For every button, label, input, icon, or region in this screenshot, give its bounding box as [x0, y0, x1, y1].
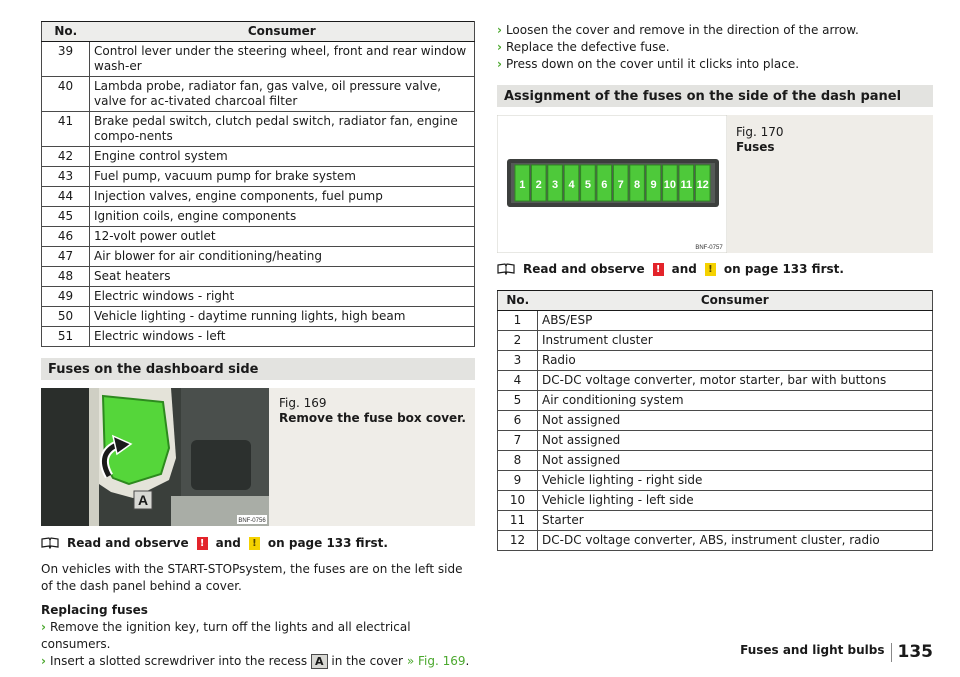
- fuse-label: 3: [552, 179, 559, 191]
- table-row: [498, 471, 933, 491]
- fuse-consumer: Air blower for air conditioning/heating: [90, 247, 475, 267]
- fuse-number: 43: [42, 167, 90, 187]
- table-row: [498, 431, 933, 451]
- fuse-number: 48: [42, 267, 90, 287]
- table-row: [42, 307, 475, 327]
- header-no: No.: [498, 291, 538, 311]
- fuse-number: 51: [42, 327, 90, 347]
- figure-marker: A: [137, 492, 149, 508]
- table-row: [42, 42, 475, 77]
- fuse-consumer: Control lever under the steering wheel, front and rear window wash-er: [90, 42, 475, 77]
- exclamation-icon[interactable]: !: [197, 537, 208, 550]
- figure-link[interactable]: » Fig. 169: [406, 654, 466, 668]
- fuse-consumer: Instrument cluster: [538, 331, 933, 351]
- page-number: 135: [891, 643, 934, 662]
- observe-pre: Read and observe: [67, 536, 189, 550]
- fuse-consumer: Electric windows - right: [90, 287, 475, 307]
- observe-and: and: [215, 536, 241, 550]
- table-row: [42, 147, 475, 167]
- step-item: › Loosen the cover and remove in the direction of the arrow.: [497, 23, 859, 37]
- fuse-label: 4: [568, 179, 575, 191]
- table-row: [42, 167, 475, 187]
- book-icon: [497, 263, 515, 275]
- fuse-consumer: Air conditioning system: [538, 391, 933, 411]
- fuse-number: 9: [498, 471, 538, 491]
- fuse-label: 1: [519, 179, 526, 191]
- figure-caption: [736, 125, 926, 155]
- fuse-number: 6: [498, 411, 538, 431]
- table-row: [42, 77, 475, 112]
- step-item: › Insert a slotted screwdriver into the recess A in the cover » Fig. 169.: [41, 654, 470, 668]
- exclamation-icon[interactable]: !: [653, 263, 664, 276]
- book-icon: [41, 537, 59, 549]
- figure-caption: [279, 396, 469, 426]
- fuse-label: 11: [680, 179, 693, 191]
- step-item: › Press down on the cover until it clicks into place.: [497, 57, 800, 71]
- exclamation-icon[interactable]: !: [705, 263, 716, 276]
- fuse-consumer: DC-DC voltage converter, ABS, instrument cluster, radio: [538, 531, 933, 551]
- figure-170: [497, 115, 933, 253]
- fuse-consumer: ABS/ESP: [538, 311, 933, 331]
- fuse-number: 8: [498, 451, 538, 471]
- fuse-number: 7: [498, 431, 538, 451]
- figure-number: Fig. 169: [279, 396, 327, 410]
- fuse-number: 42: [42, 147, 90, 167]
- section-heading: Fuses on the dashboard side: [41, 358, 475, 380]
- fuse-consumer: Brake pedal switch, clutch pedal switch, radiator fan, engine compo-nents: [90, 112, 475, 147]
- table-row: [42, 227, 475, 247]
- figure-title: Fuses: [736, 140, 775, 154]
- fuse-label: 2: [535, 179, 542, 191]
- right-column: [497, 0, 933, 551]
- fuse-number: 4: [498, 371, 538, 391]
- fuse-block-image: [497, 115, 727, 253]
- fuse-consumer: Radio: [538, 351, 933, 371]
- chevron-right-icon: ›: [497, 57, 502, 71]
- fuse-number: 49: [42, 287, 90, 307]
- table-row: [498, 511, 933, 531]
- figure-code: BNF-0756: [238, 518, 266, 524]
- header-consumer: Consumer: [538, 291, 933, 311]
- fuse-consumer: Not assigned: [538, 411, 933, 431]
- page-footer: [740, 643, 933, 662]
- exclamation-icon[interactable]: !: [249, 537, 260, 550]
- section-heading: Assignment of the fuses on the side of the dash panel: [497, 85, 933, 107]
- left-column: [41, 0, 475, 670]
- fuse-number: 3: [498, 351, 538, 371]
- chevron-right-icon: ›: [497, 40, 502, 54]
- fuse-cover-photo: [41, 388, 269, 526]
- figure-code: BNF-0757: [695, 245, 723, 251]
- observe-pre: Read and observe: [523, 262, 645, 276]
- table-row: [42, 327, 475, 347]
- chevron-right-icon: ›: [41, 654, 46, 668]
- header-consumer: Consumer: [90, 22, 475, 42]
- footer-section: Fuses and light bulbs: [740, 643, 885, 657]
- fuse-number: 50: [42, 307, 90, 327]
- table-row: [498, 391, 933, 411]
- fuse-number: 12: [498, 531, 538, 551]
- table-row: [498, 371, 933, 391]
- fuse-consumer: Ignition coils, engine components: [90, 207, 475, 227]
- observe-note: [41, 536, 475, 550]
- fuse-number: 46: [42, 227, 90, 247]
- fuse-label: 9: [650, 179, 657, 191]
- fuse-number: 10: [498, 491, 538, 511]
- fuse-number: 45: [42, 207, 90, 227]
- fuse-consumer: Not assigned: [538, 451, 933, 471]
- fuse-consumer: Vehicle lighting - daytime running lights, high beam: [90, 307, 475, 327]
- table-row: [498, 311, 933, 331]
- fuse-label: 8: [634, 179, 641, 191]
- fuse-number: 40: [42, 77, 90, 112]
- fuse-label: 10: [663, 179, 677, 191]
- fuse-number: 11: [498, 511, 538, 531]
- table-row: [498, 331, 933, 351]
- fuse-consumer: Seat heaters: [90, 267, 475, 287]
- fuse-consumer: Not assigned: [538, 431, 933, 451]
- fuse-table-dash-panel: [497, 290, 933, 551]
- fuse-number: 47: [42, 247, 90, 267]
- table-row: [498, 531, 933, 551]
- fuse-consumer: Engine control system: [90, 147, 475, 167]
- replacing-title: Replacing fuses: [41, 603, 148, 617]
- step-item: › Remove the ignition key, turn off the lights and all electrical consumers.: [41, 620, 411, 651]
- table-row: [42, 112, 475, 147]
- fuse-number: 39: [42, 42, 90, 77]
- fuse-number: 2: [498, 331, 538, 351]
- figure-169: [41, 388, 475, 526]
- step-item: › Replace the defective fuse.: [497, 40, 670, 54]
- header-no: No.: [42, 22, 90, 42]
- fuse-number: 41: [42, 112, 90, 147]
- table-row: [42, 187, 475, 207]
- fuse-consumer: Electric windows - left: [90, 327, 475, 347]
- fuse-table-engine: [41, 21, 475, 347]
- table-header-row: [498, 291, 933, 311]
- recess-marker: A: [311, 654, 328, 669]
- table-row: [498, 491, 933, 511]
- fuse-label: 7: [617, 179, 624, 191]
- table-row: [42, 207, 475, 227]
- figure-title: Remove the fuse box cover.: [279, 411, 466, 425]
- fuse-consumer: Lambda probe, radiator fan, gas valve, oil pressure valve, valve for ac-tivated charcoal filter: [90, 77, 475, 112]
- table-row: [42, 247, 475, 267]
- chevron-right-icon: ›: [41, 620, 46, 634]
- fuse-label: 5: [584, 179, 591, 191]
- fuse-number: 1: [498, 311, 538, 331]
- table-row: [498, 351, 933, 371]
- fuse-number: 5: [498, 391, 538, 411]
- fuse-consumer: Injection valves, engine components, fuel pump: [90, 187, 475, 207]
- fuse-consumer: DC-DC voltage converter, motor starter, bar with buttons: [538, 371, 933, 391]
- table-header-row: [42, 22, 475, 42]
- table-row: [42, 267, 475, 287]
- chevron-right-icon: ›: [497, 23, 502, 37]
- observe-post: on page 133 first.: [267, 536, 388, 550]
- fuse-label: 12: [696, 179, 709, 191]
- fuse-consumer: Starter: [538, 511, 933, 531]
- intro-paragraph: On vehicles with the START-STOPsystem, the fuses are on the left side of the dash panel behind a cover.: [41, 562, 463, 593]
- observe-and: and: [671, 262, 697, 276]
- table-row: [498, 451, 933, 471]
- figure-number: Fig. 170: [736, 125, 784, 139]
- fuse-consumer: Vehicle lighting - left side: [538, 491, 933, 511]
- table-row: [498, 411, 933, 431]
- fuse-label: 6: [601, 179, 608, 191]
- fuse-consumer: Vehicle lighting - right side: [538, 471, 933, 491]
- fuse-number: 44: [42, 187, 90, 207]
- fuse-consumer: 12-volt power outlet: [90, 227, 475, 247]
- observe-post: on page 133 first.: [723, 262, 844, 276]
- fuse-consumer: Fuel pump, vacuum pump for brake system: [90, 167, 475, 187]
- observe-note: [497, 262, 933, 276]
- table-row: [42, 287, 475, 307]
